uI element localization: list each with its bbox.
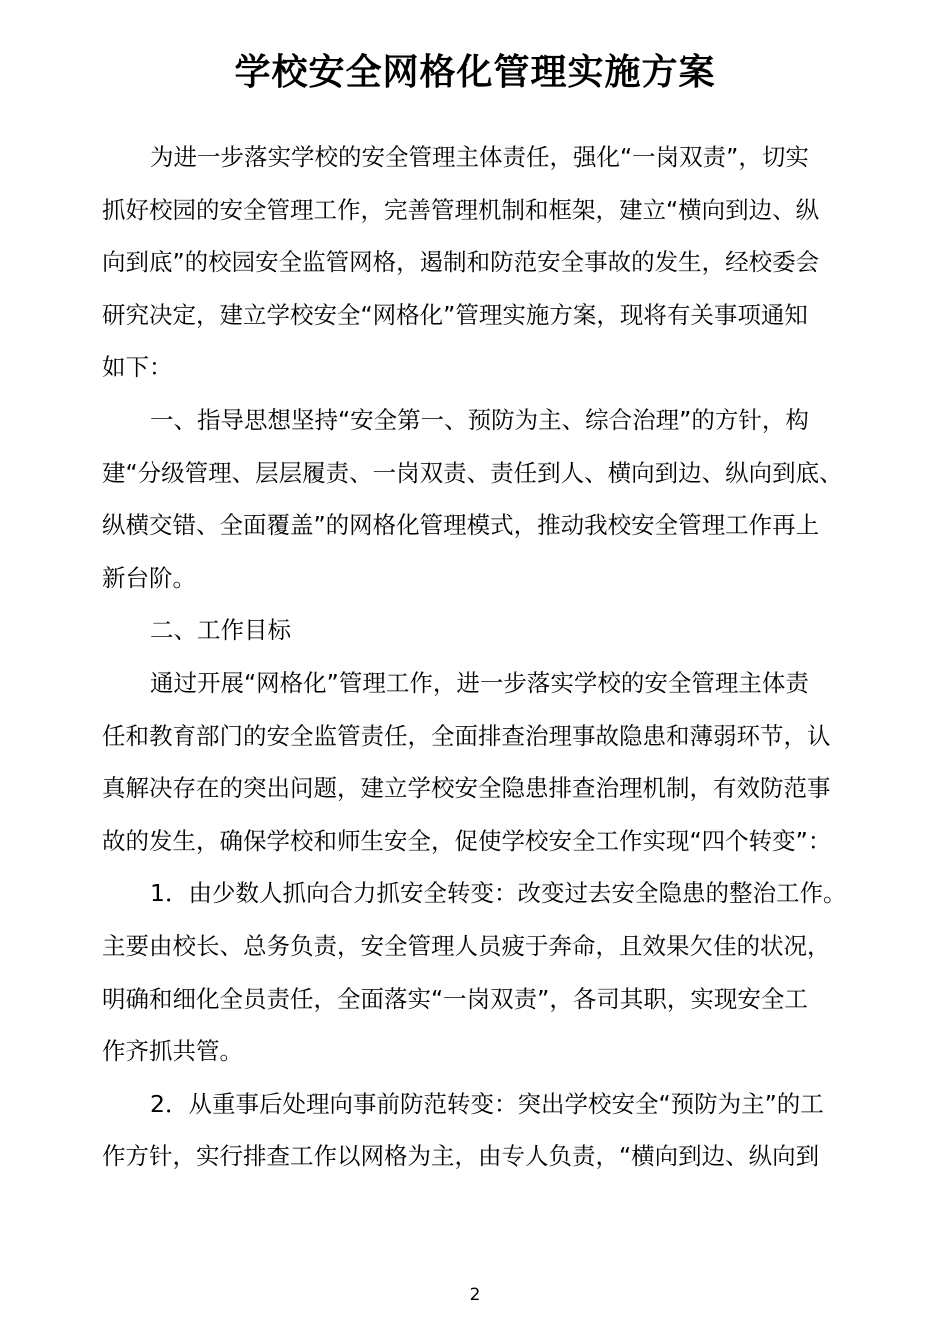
text-line: 一、指导思想坚持“安全第一、预防为主、综合治理”的方针，构 (150, 405, 809, 434)
paragraph-intro (102, 131, 862, 394)
text-line: 主要由校长、总务负责，安全管理人员疲于奔命，且效果欠佳的状况， (102, 931, 831, 960)
text-line: 新台阶。 (102, 563, 196, 592)
text-line: 向到底”的校园安全监管网格，遏制和防范安全事故的发生，经校委会 (102, 248, 820, 277)
text-line: 为进一步落实学校的安全管理主体责任，强化“一岗双责”，切实 (150, 143, 809, 171)
text-line: 故的发生，确保学校和师生安全，促使学校安全工作实现“四个转变”： (102, 826, 832, 855)
page-number: 2 (469, 1285, 481, 1305)
text-line: 明确和细化全员责任，全面落实“一岗双责”，各司其职，实现安全工 (102, 984, 808, 1013)
text-line: 纵横交错、全面覆盖”的网格化管理模式，推动我校安全管理工作再上 (102, 511, 820, 540)
text-line: 抓好校园的安全管理工作，完善管理机制和框架，建立“横向到边、纵 (102, 195, 820, 224)
document-title: 学校安全网格化管理实施方案 (234, 52, 716, 93)
text-line: 真解决存在的突出问题，建立学校安全隐患排查治理机制，有效防范事 (102, 774, 831, 803)
paragraph-work-goals (102, 657, 862, 867)
paragraph-guiding-ideology (102, 394, 862, 604)
text-line: 1．由少数人抓向合力抓安全转变：改变过去安全隐患的整治工作。 (150, 879, 847, 908)
text-line: 2．从重事后处理向事前防范转变：突出学校安全“预防为主”的工 (150, 1089, 824, 1118)
text-line: 作方针，实行排查工作以网格为主，由专人负责，“横向到边、纵向到 (102, 1142, 820, 1171)
text-line: 作齐抓共管。 (102, 1037, 243, 1066)
text-line: 研究决定，建立学校安全“网格化”管理实施方案，现将有关事项通知 (102, 300, 808, 329)
document-body (102, 131, 862, 1183)
list-item-1 (102, 867, 862, 1077)
list-item-2 (102, 1078, 862, 1183)
text-line: 如下： (102, 353, 173, 382)
text-line: 二、工作目标 (150, 616, 291, 645)
text-line: 任和教育部门的安全监管责任，全面排查治理事故隐患和薄弱环节，认 (102, 721, 831, 750)
text-line: 通过开展“网格化”管理工作，进一步落实学校的安全管理主体责 (150, 668, 809, 697)
section-heading-work-goals (102, 604, 862, 657)
text-line: 建“分级管理、层层履责、一岗双责、责任到人、横向到边、纵向到底、 (102, 458, 843, 487)
